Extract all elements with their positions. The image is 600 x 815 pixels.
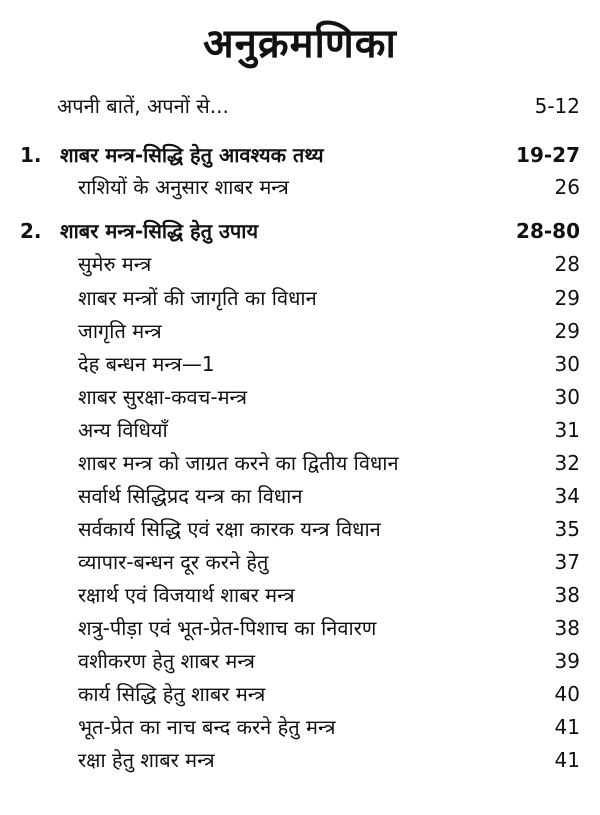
toc-item-text: शत्रु-पीड़ा एवं भूत-प्रेत-पिशाच का निवारण (78, 616, 377, 640)
toc-item (0, 613, 600, 643)
toc-section-2 (0, 216, 600, 246)
section-number: 2. (20, 219, 42, 243)
section-title: शाबर मन्त्र-सिद्धि हेतु आवश्यक तथ्य (60, 143, 324, 167)
section-title: शाबर मन्त्र-सिद्धि हेतु उपाय (60, 219, 259, 243)
toc-intro-text: अपनी बातें, अपनों से... (57, 94, 229, 118)
toc-item (0, 514, 600, 544)
toc-item-page: 38 (554, 616, 580, 640)
toc-intro-row (0, 91, 600, 121)
toc-item (0, 349, 600, 379)
toc-item-page: 39 (554, 649, 580, 673)
toc-section-1 (0, 140, 600, 170)
toc-item-text: देह बन्धन मन्त्र—1 (78, 352, 215, 376)
toc-item-page: 34 (554, 484, 580, 508)
toc-item-page: 41 (554, 715, 580, 739)
page-title: अनुक्रमणिका (203, 21, 397, 67)
toc-item-page: 37 (554, 550, 580, 574)
toc-item-text: रक्षार्थ एवं विजयार्थ शाबर मन्त्र (78, 583, 295, 607)
toc-item (0, 249, 600, 279)
toc-item (0, 646, 600, 676)
toc-item (0, 448, 600, 478)
toc-item (0, 679, 600, 709)
toc-item (0, 316, 600, 346)
toc-item-text: सुमेरु मन्त्र (78, 252, 152, 276)
toc-item-text: अन्य विधियाँ (78, 418, 168, 442)
toc-item (0, 580, 600, 610)
toc-item (0, 745, 600, 775)
toc-item (0, 481, 600, 511)
toc-item-text: कार्य सिद्धि हेतु शाबर मन्त्र (78, 682, 266, 706)
section-pages: 19-27 (516, 143, 580, 167)
toc-item-page: 29 (554, 319, 580, 343)
toc-item-page: 28 (554, 252, 580, 276)
toc-item (0, 172, 600, 202)
toc-item (0, 283, 600, 313)
toc-item-page: 31 (554, 418, 580, 442)
toc-item-text: जागृति मन्त्र (78, 319, 162, 343)
toc-item-page: 29 (554, 286, 580, 310)
toc-intro-pages: 5-12 (534, 94, 580, 118)
toc-item-text: शाबर मन्त्र को जाग्रत करने का द्वितीय विधान (78, 451, 399, 475)
toc-item-page: 40 (554, 682, 580, 706)
toc-item (0, 712, 600, 742)
toc-item (0, 415, 600, 445)
toc-item-text: भूत-प्रेत का नाच बन्द करने हेतु मन्त्र (78, 715, 336, 739)
toc-item-page: 26 (554, 175, 580, 199)
toc-item-text: शाबर सुरक्षा-कवच-मन्त्र (78, 385, 248, 409)
section-number: 1. (20, 143, 42, 167)
toc-item-page: 38 (554, 583, 580, 607)
toc-item-text: रक्षा हेतु शाबर मन्त्र (78, 748, 215, 772)
toc-item-text: व्यापार-बन्धन दूर करने हेतु (78, 550, 269, 574)
toc-item-text: राशियों के अनुसार शाबर मन्त्र (78, 175, 289, 199)
toc-item-text: सर्वार्थ सिद्धिप्रद यन्त्र का विधान (78, 484, 303, 508)
toc-item-page: 41 (554, 748, 580, 772)
toc-item-text: वशीकरण हेतु शाबर मन्त्र (78, 649, 255, 673)
toc-item (0, 382, 600, 412)
toc-item-page: 32 (554, 451, 580, 475)
toc-item-text: शाबर मन्त्रों की जागृति का विधान (78, 286, 317, 310)
section-pages: 28-80 (516, 219, 580, 243)
toc-item-text: सर्वकार्य सिद्धि एवं रक्षा कारक यन्त्र विधान (78, 517, 381, 541)
toc-item-page: 30 (554, 385, 580, 409)
toc-item-page: 30 (554, 352, 580, 376)
toc-item (0, 547, 600, 577)
toc-item-page: 35 (554, 517, 580, 541)
